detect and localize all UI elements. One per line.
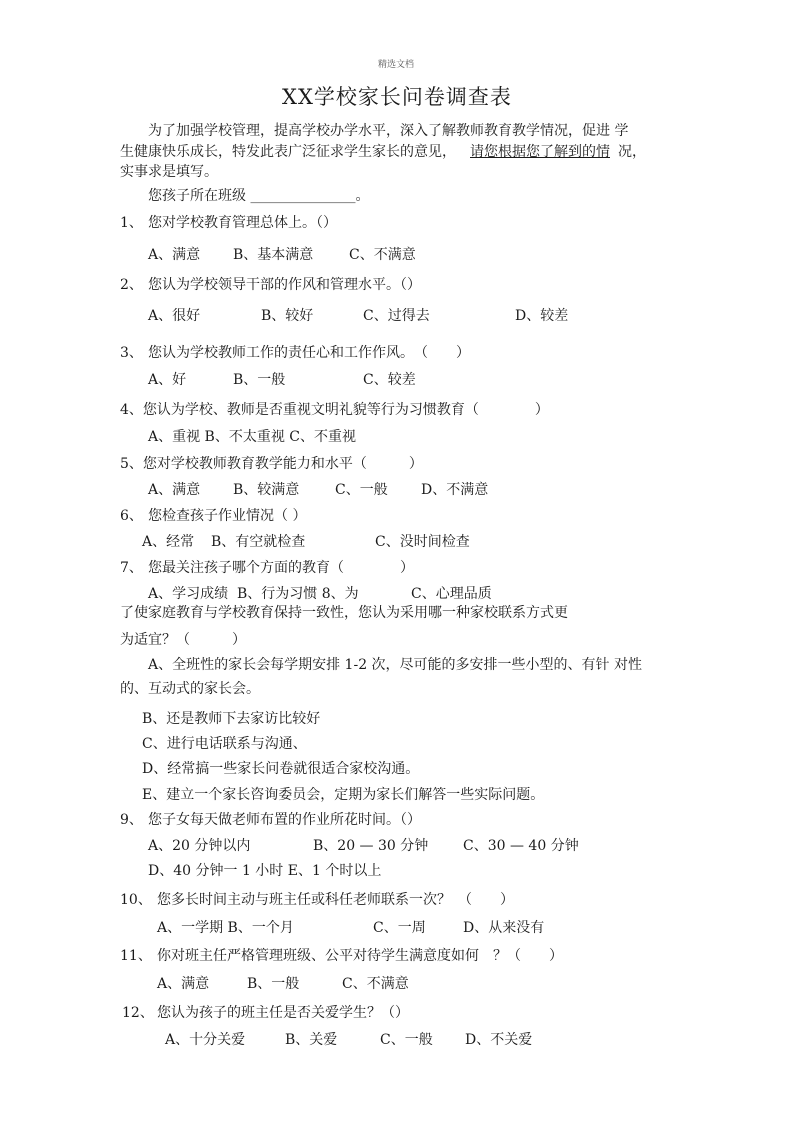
q9-option-b: B、20 — 30 分钟 (313, 838, 429, 854)
intro-line-2-text: 生健康快乐成长，特发此表广泛征求学生家长的意见， (120, 144, 456, 160)
q4-question: 4、您认为学校、教师是否重视文明礼貌等行为习惯教育（ ） (120, 402, 549, 418)
q3-option-c: C、较差 (363, 372, 416, 388)
intro-line-2-end: 况， (618, 144, 646, 160)
q1-number: 1、 (120, 215, 143, 231)
q7-option-b: B、行为习惯 8、为 (237, 586, 359, 602)
intro-underlined-text: 请您根据您了解到的情 (470, 144, 610, 160)
q12-option-d: D、不关爱 (465, 1032, 533, 1048)
q2-question: 您认为学校领导干部的作风和管理水平。（） (148, 277, 421, 293)
q9-question: 您子女每天做老师布置的作业所花时间。（） (148, 812, 421, 828)
q1-option-c: C、不满意 (349, 247, 416, 263)
q11-question: 你对班主任严格管理班级、公平对待学生满意度如何 ？（ ） (157, 948, 563, 964)
q11-number: 11、 (120, 948, 152, 964)
q10-option-d: D、从来没有 (463, 920, 545, 936)
q10-option-c: C、一周 (373, 920, 426, 936)
q8-option-d: D、经常搞一些家长问卷就很适合家校沟通。 (142, 761, 420, 777)
q8-option-a-line-1: A、全班性的家长会每学期安排 1-2 次，尽可能的多安排一些小型的、有针 对性 (148, 657, 643, 673)
q10-question: 您多长时间主动与班主任或科任老师联系一次？ （ ） (157, 892, 514, 908)
q2-option-c: C、过得去 (363, 308, 430, 324)
q9-number: 9、 (120, 812, 143, 828)
intro-line-1: 为了加强学校管理，提高学校办学水平，深入了解教师教育教学情况，促进 学 (148, 123, 629, 139)
q5-option-a: A、满意 (148, 482, 201, 498)
q6-number: 6、 (120, 508, 143, 524)
q4-options: A、重视 B、不太重视 C、不重视 (148, 429, 357, 445)
q7-option-a: A、学习成绩 (148, 586, 229, 602)
q8-question-line-1: 了使家庭教育与学校教育保持一致性，您认为采用哪一种家校联系方式更 (120, 605, 568, 621)
q1-option-a: A、满意 (148, 247, 201, 263)
q11-option-a: A、满意 (157, 976, 210, 992)
q5-question: 5、您对学校教师教育教学能力和水平（ ） (120, 456, 423, 472)
q9-option-c: C、30 — 40 分钟 (463, 838, 579, 854)
q3-option-a: A、好 (148, 372, 187, 388)
q7-number: 7、 (120, 560, 143, 576)
q6-option-c: C、没时间检查 (375, 534, 470, 550)
q12-number: 12、 (122, 1005, 154, 1021)
q10-number: 10、 (120, 892, 152, 908)
q12-option-c: C、一般 (380, 1032, 433, 1048)
q2-option-b: B、较好 (261, 308, 314, 324)
intro-line-3: 实事求是填写。 (120, 164, 218, 180)
q12-option-a: A、十分关爱 (165, 1032, 246, 1048)
q6-question: 您检查孩子作业情况（ ） (148, 508, 307, 524)
q8-option-e: E、建立一个家长咨询委员会，定期为家长们解答一些实际问题。 (142, 787, 545, 803)
q7-question: 您最关注孩子哪个方面的教育（ ） (148, 560, 414, 576)
intro-line-2 (120, 143, 646, 161)
q1-question: 您对学校教育管理总体上。（） (148, 215, 337, 231)
q2-option-a: A、很好 (148, 308, 201, 324)
q9-option-de: D、40 分钟一 1 小时 E、1 个时以上 (148, 863, 382, 879)
q10-option-ab: A、一学期 B、一个月 (157, 920, 294, 936)
q2-number: 2、 (120, 277, 143, 293)
class-line: 您孩子所在班级 _______________。 (148, 188, 370, 204)
q12-option-b: B、关爱 (285, 1032, 338, 1048)
q11-option-b: B、一般 (247, 976, 300, 992)
q8-option-b: B、还是教师下去家访比较好 (142, 711, 321, 727)
q7-option-c: C、心理品质 (411, 586, 492, 602)
q5-option-c: C、一般 (335, 482, 388, 498)
q3-option-b: B、一般 (233, 372, 286, 388)
q11-option-c: C、不满意 (342, 976, 409, 992)
q5-option-d: D、不满意 (421, 482, 489, 498)
page-title: XX学校家长问卷调查表 (282, 85, 512, 109)
q3-number: 3、 (120, 345, 143, 361)
q6-option-b: B、有空就检查 (211, 534, 306, 550)
q2-option-d: D、较差 (515, 308, 569, 324)
q1-option-b: B、基本满意 (233, 247, 314, 263)
q9-option-a: A、20 分钟以内 (148, 838, 251, 854)
q5-option-b: B、较满意 (233, 482, 300, 498)
q6-option-a: A、经常 (142, 534, 195, 550)
q3-question: 您认为学校教师工作的责任心和工作作风。 （ ） (148, 345, 470, 361)
q8-question-line-2: 为适宜？（ ） (120, 632, 246, 648)
q8-option-a-line-2: 的、互动式的家长会。 (120, 681, 260, 697)
q12-question: 您认为孩子的班主任是否关爱学生？（） (157, 1005, 409, 1021)
q8-option-c: C、进行电话联系与沟通、 (142, 736, 307, 752)
page-header: 精选文档 (378, 60, 415, 70)
